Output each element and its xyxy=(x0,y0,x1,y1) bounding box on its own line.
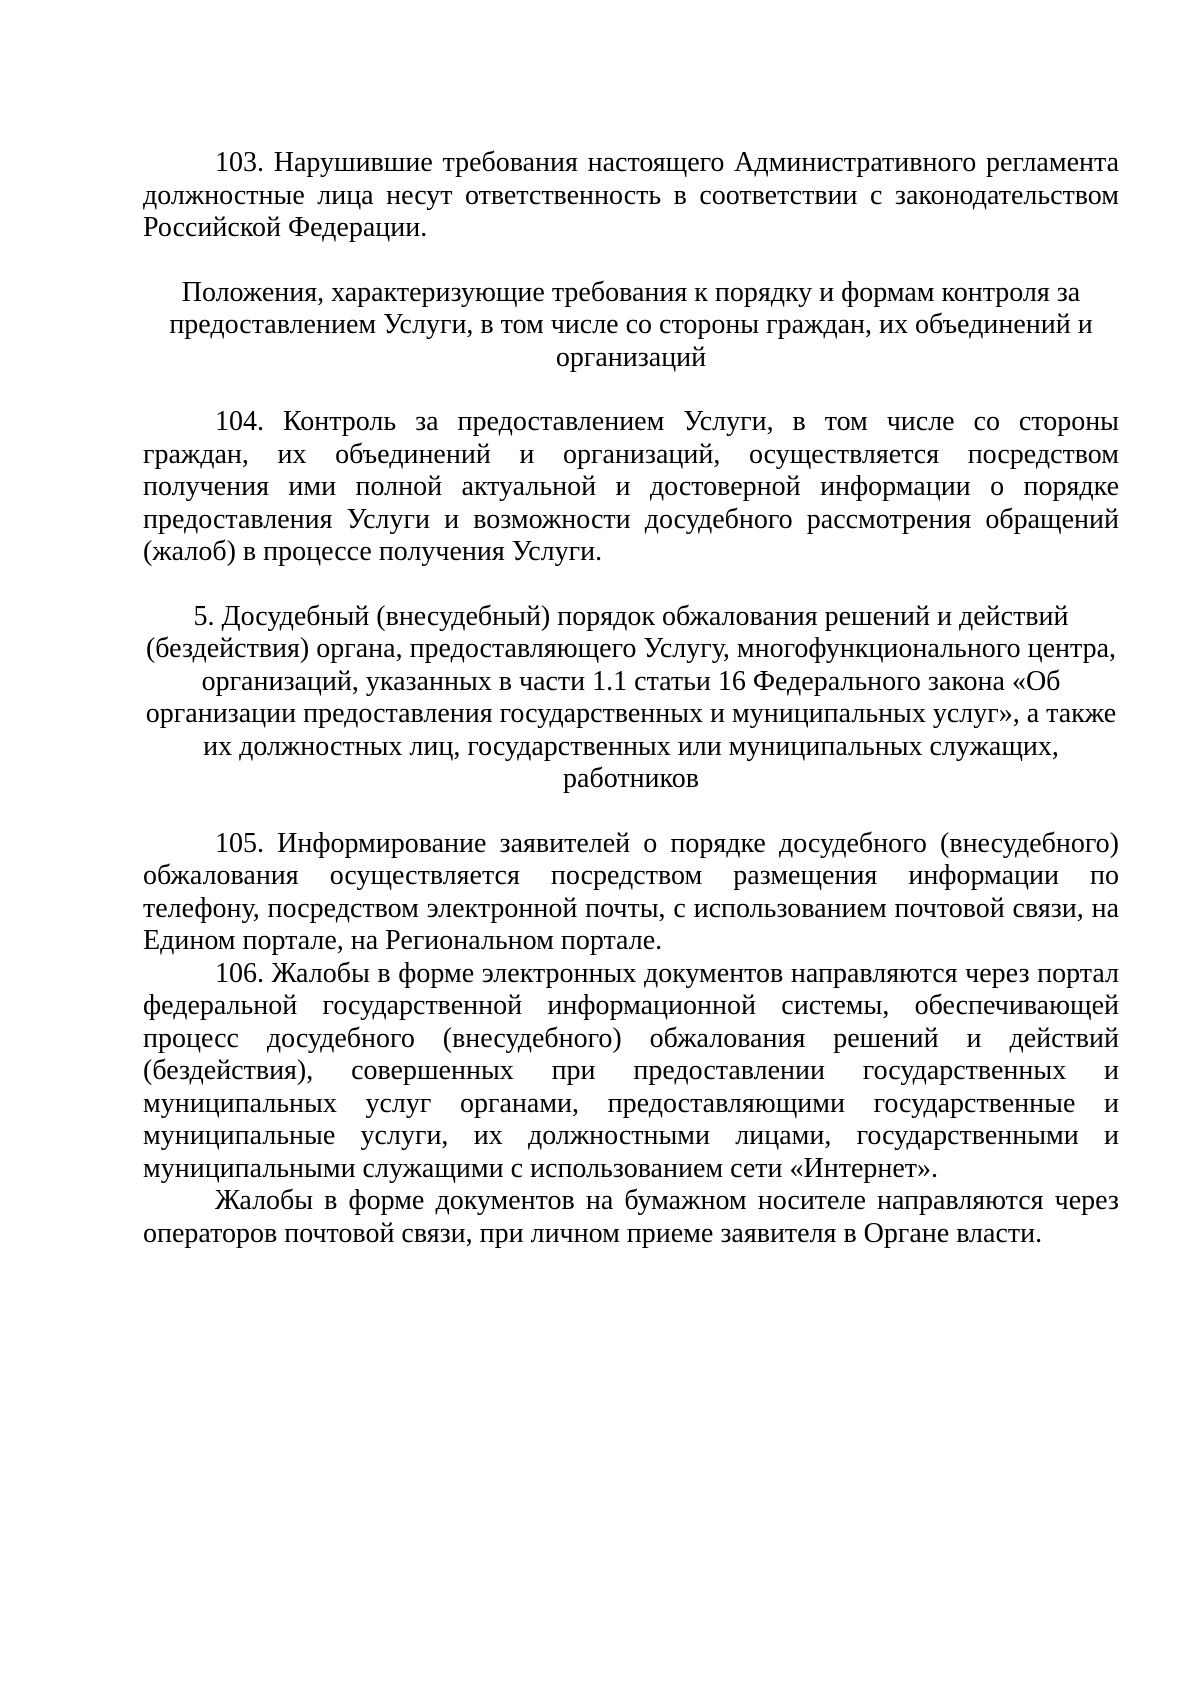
spacer xyxy=(143,374,1119,406)
paragraph-106: 106. Жалобы в форме электронных документов направляются через портал федеральной государственной информационной системы, обеспечивающей процесс досудебного (внесудебного) обжалования решений и действий (бездействия), совершенных при предоставлении государственных и муниципальных услуг органами, предоставляющими государственные и муниципальные услуги, их должностными лицами, государственными и муниципальными служащими с использованием сети «Интернет». xyxy=(143,957,1119,1184)
document-body xyxy=(143,147,1119,1250)
paragraph-103: 103. Нарушившие требования настоящего Административного регламента должностные лица несут ответственность в соответствии с законодательством Российской Федерации. xyxy=(143,147,1119,243)
spacer xyxy=(143,796,1119,828)
paragraph-105: 105. Информирование заявителей о порядке досудебного (внесудебного) обжалования осуществляется посредством размещения информации по телефону, посредством электронной почты, с использованием почтовой связи, на Едином портале, на Региональном портале. xyxy=(143,827,1119,956)
spacer xyxy=(143,569,1119,601)
paragraph-106-paper: Жалобы в форме документов на бумажном носителе направляются через операторов почтовой связи, при личном приеме заявителя в Органе власти. xyxy=(143,1185,1119,1249)
heading-section-5: 5. Досудебный (внесудебный) порядок обжалования решений и действий (бездействия) органа, предоставляющего Услугу, многофункционального центра, организаций, указанных в части 1.1 статьи 16 Федерального закона «Об организации предоставления государственных и муниципальных услуг», а также их должностных лиц, государственных или муниципальных служащих, работников xyxy=(145,600,1117,794)
heading-control-requirements: Положения, характеризующие требования к порядку и формам контроля за предоставлением Услуги, в том числе со стороны граждан, их объединений и организаций xyxy=(169,276,1093,373)
spacer xyxy=(143,245,1119,277)
paragraph-104: 104. Контроль за предоставлением Услуги, в том числе со стороны граждан, их объединений и организаций, осуществляется посредством получения ими полной актуальной и достоверной информации о порядке предоставления Услуги и возможности досудебного рассмотрения обращений (жалоб) в процессе получения Услуги. xyxy=(143,406,1119,567)
